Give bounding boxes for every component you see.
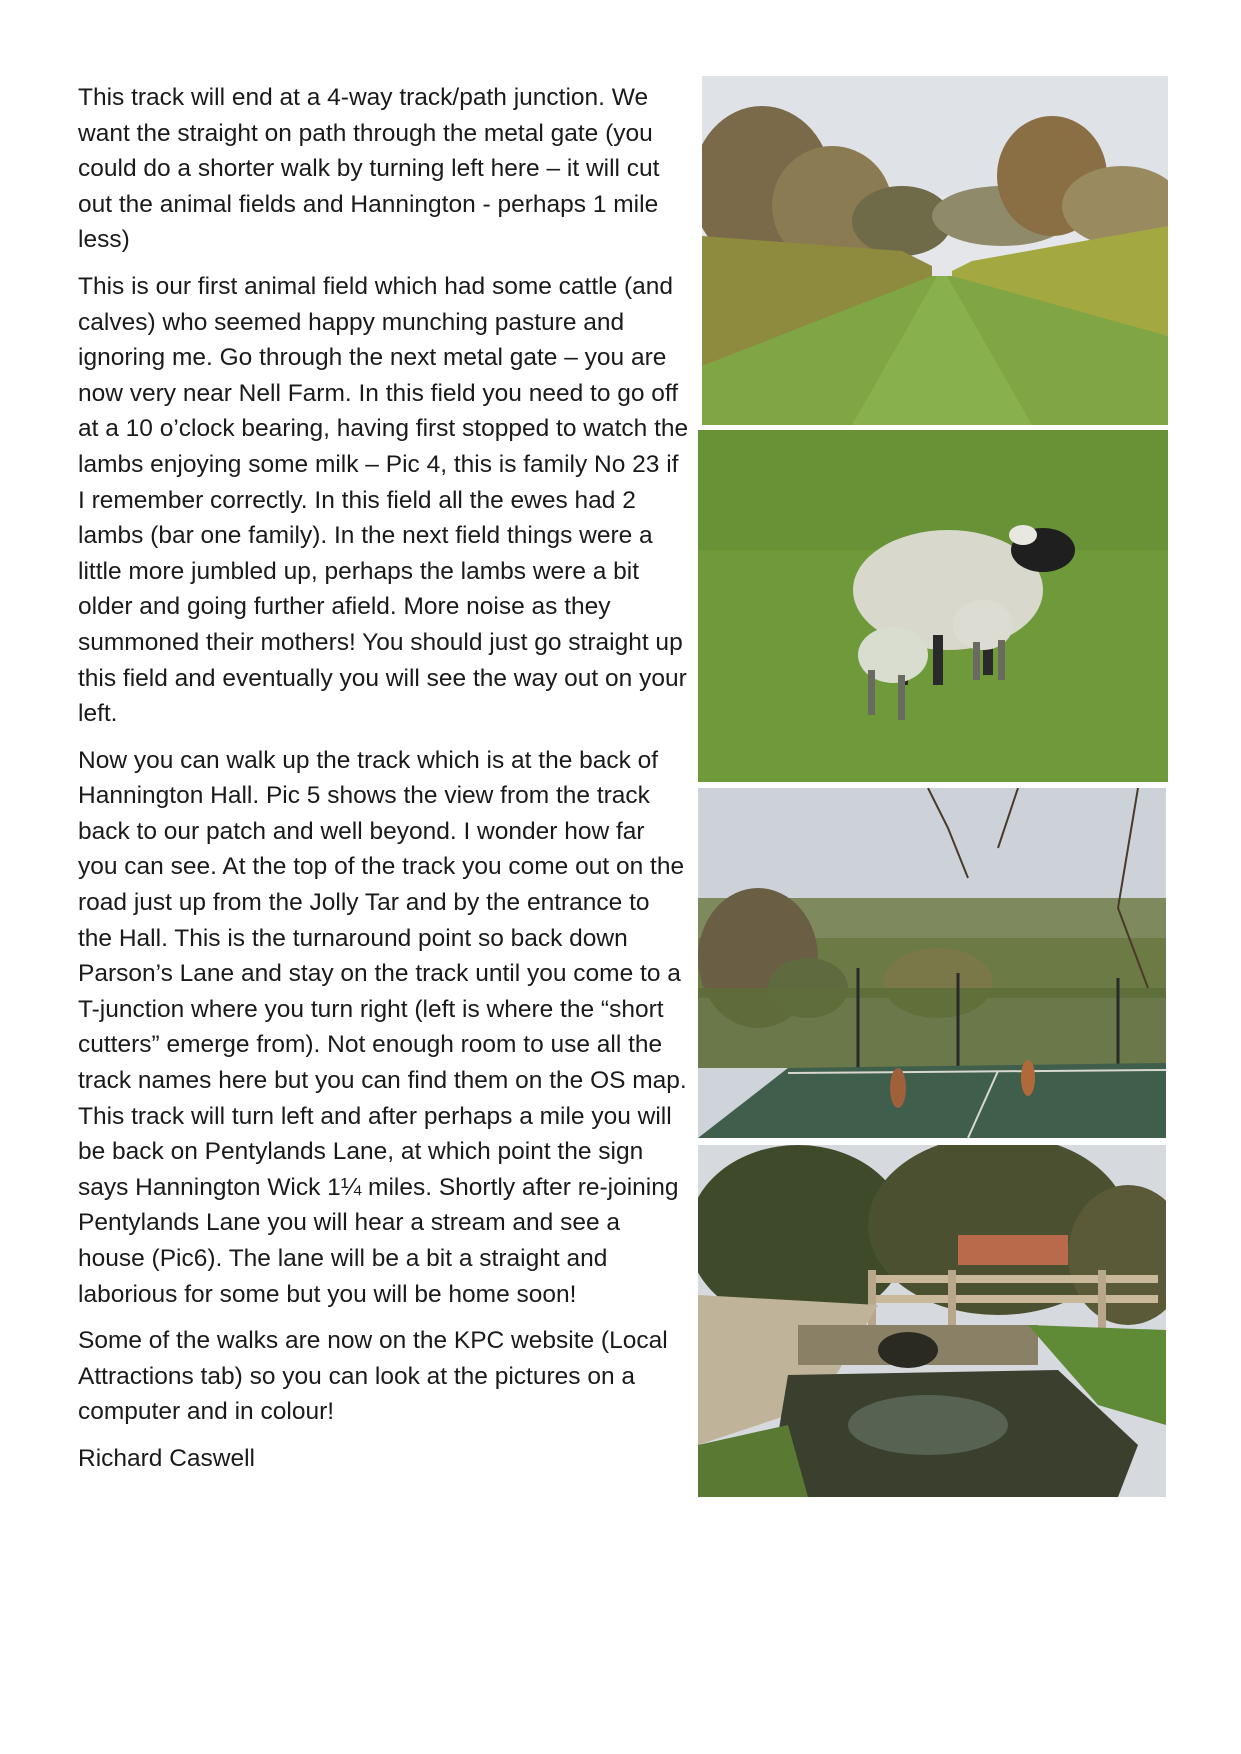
paragraph-junction: This track will end at a 4-way track/path junction. We want the straight on path through the metal gate (you could do a shorter walk by turning left here – it will cut out the animal fields and Hannington - perhaps 1 mile less) [78, 84, 660, 254]
photo-stream-and-house [698, 1145, 1166, 1497]
photo-grass-track [702, 76, 1168, 425]
paragraph-website: Some of the walks are now on the KPC website (Local Attractions tab) so you can look at the pictures on a computer and in colour! [78, 1327, 668, 1426]
paragraph-hannington-hall: Now you can walk up the track which is at the back of Hannington Hall. Pic 5 shows the view from the track back to our patch and well beyond. I wonder how far you can see. At the top of the track you come out on the road just up from the Jolly Tar and by the entrance to the Hall. This is the turnaround point so back down Parson’s Lane and stay on the track until you come to a T-junction where you turn right (left is where the “short cutters” emerge from). Not enough room to use all the track names here but you can find them on the OS map. This track will turn left and after perhaps a mile you will be back on Pentylands Lane, at which point the sign says Hannington Wick 1¼ miles. Shortly after re-joining Pentylands Lane you will hear a stream and see a house (Pic6). The lane will be a bit a straight and laborious for some but you will be home soon! [78, 746, 687, 1308]
photo-ewe-and-lambs [698, 430, 1168, 782]
paragraph-animal-field: This is our first animal field which had some cattle (and calves) who seemed happy munching pasture and ignoring me. Go through the next metal gate – you are now very near Nell Farm. In this field you need to go off at a 10 o’clock bearing, having first stopped to watch the lambs enjoying some milk – Pic 4, this is family No 23 if I remember correctly. In this field all the ewes had 2 lambs (bar one family). In the next field things were a little more jumbled up, perhaps the lambs were a bit older and going further afield. More noise as they summoned their mothers! You should just go straight up this field and eventually you will see the way out on your left. [78, 272, 689, 728]
article-text [78, 80, 690, 1488]
photo-view-from-track [698, 788, 1166, 1138]
author-signature: Richard Caswell [78, 1444, 256, 1472]
